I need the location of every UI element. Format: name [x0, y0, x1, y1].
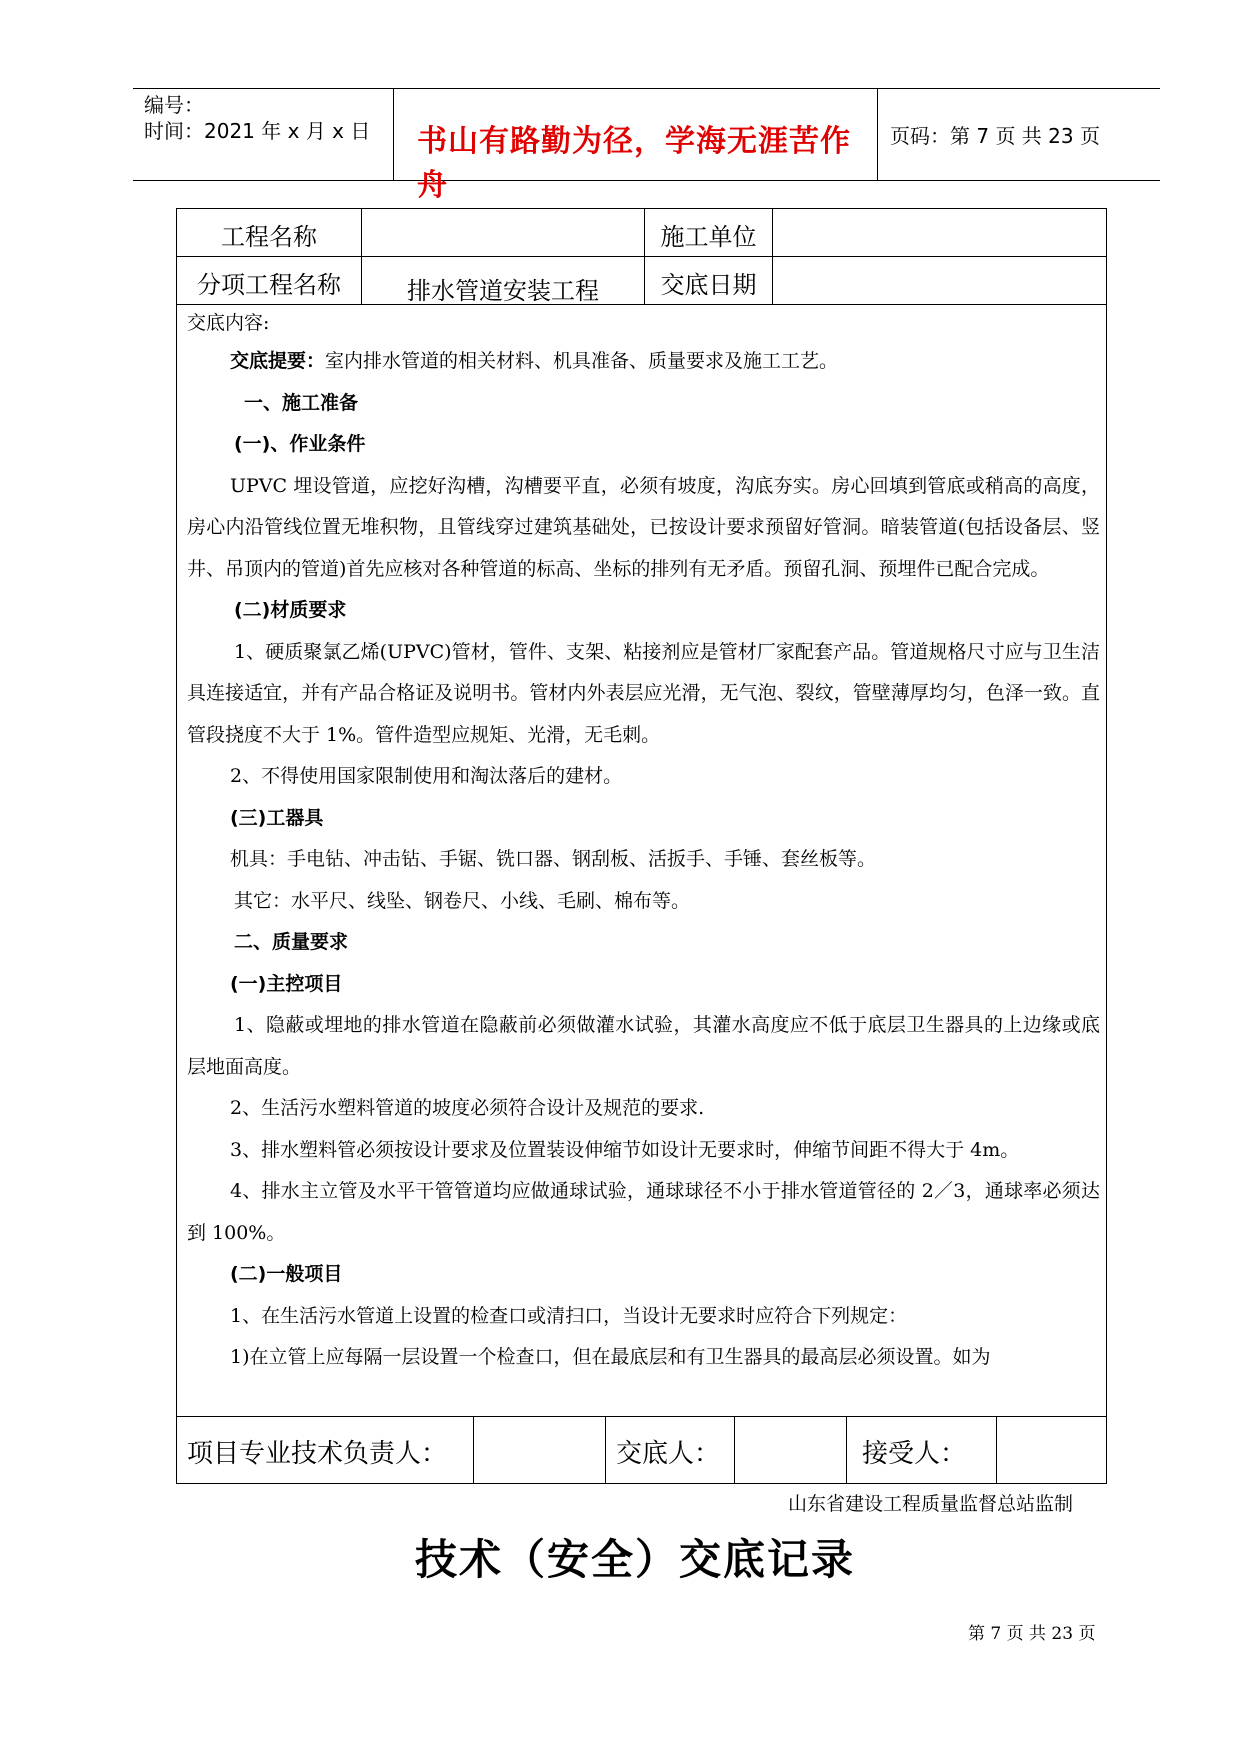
supervisor-note: 山东省建设工程质量监督总站监制	[788, 1493, 1074, 1515]
project-name-label: 工程名称	[221, 223, 317, 251]
info-row-divider	[176, 256, 1106, 257]
handover-date-label: 交底日期	[660, 271, 757, 299]
header-top-rule	[133, 88, 1160, 89]
paragraph-main-control-2: 2、生活污水塑料管道的坡度必须符合设计及规范的要求.	[230, 1097, 705, 1119]
paragraph-tools-other: 其它：水平尺、线坠、钢卷尺、小线、毛刷、棉布等。	[234, 889, 691, 912]
form-left-border	[176, 208, 177, 1483]
sig-divider-1	[473, 1416, 474, 1483]
paragraph-work-conditions: UPVC 埋设管道，应挖好沟槽，沟槽要平直，必须有坡度，沟底夯实。房心回填到管底或稍高的高度，房心内沿管线位置无堆积物，且管线穿过建筑基础处，已按设计要求预留好管洞。暗装管道(包括设备层、竖井、吊顶内的管道)首先应核对各种管道的标高、坐标的排列有无矛盾。预留孔洞、预埋件已配合完成。	[187, 474, 1100, 580]
sig-divider-5	[996, 1416, 997, 1483]
paragraph-main-control-3: 3、排水塑料管必须按设计要求及位置装设伸缩节如设计无要求时，伸缩节间距不得大于 4m。	[230, 1138, 1020, 1161]
header-motto: 书山有路勤为径，学海无涯苦作舟	[417, 124, 851, 203]
handover-content	[187, 308, 1100, 1379]
paragraph-main-control-4: 4、排水主立管及水平干管管道均应做通球试验，通球球径不小于排水管道管径的 2／3，通球率必须达到 100%。	[187, 1180, 1100, 1244]
subsection-work-conditions: (一)、作业条件	[234, 433, 366, 455]
paragraph-material-1: 1、硬质聚氯乙烯(UPVC)管材，管件、支架、粘接剂应是管材厂家配套产品。管道规格尺寸应与卫生洁具连接适宜，并有产品合格证及说明书。管材内外表层应光滑，无气泡、裂纹，管壁薄厚均匀，色泽一致。直管段挠度不大于 1%。管件造型应规矩、光滑，无毛刺。	[187, 640, 1100, 746]
subsection-material-requirements: (二)材质要求	[234, 599, 347, 621]
paragraph-material-2: 2、不得使用国家限制使用和淘汰落后的建材。	[230, 765, 623, 787]
section-heading-quality: 二、质量要求	[234, 931, 349, 953]
header-number-label: 编号：	[144, 93, 204, 117]
content-intro-label: 交底内容:	[187, 312, 270, 334]
sig-divider-4	[846, 1416, 847, 1483]
header-divider-left	[393, 88, 394, 181]
receiver-label: 接受人：	[862, 1439, 967, 1469]
sig-divider-3	[734, 1416, 735, 1483]
summary-text: 室内排水管道的相关材料、机具准备、质量要求及施工工艺。	[325, 350, 839, 372]
sub-project-label: 分项工程名称	[197, 271, 341, 299]
form-title: 技术（安全）交底记录	[415, 1535, 856, 1584]
info-col-divider-3	[772, 208, 773, 304]
header-page-info: 页码：第 7 页 共 23 页	[890, 124, 1100, 148]
header-time: 时间：2021 年 x 月 x 日	[144, 119, 371, 143]
page-footer: 第 7 页 共 23 页	[968, 1624, 1096, 1644]
subsection-general-items: (二)一般项目	[230, 1263, 343, 1285]
form-right-border	[1106, 208, 1107, 1483]
construction-unit-label: 施工单位	[660, 223, 757, 251]
form-top-border	[176, 208, 1106, 209]
paragraph-tools-machines: 机具：手电钻、冲击钻、手锯、铣口器、钢刮板、活扳手、手锤、套丝板等。	[230, 848, 877, 870]
signature-row-top	[176, 1416, 1106, 1417]
header-divider-right	[877, 88, 878, 181]
discloser-label: 交底人：	[616, 1439, 721, 1469]
summary-label: 交底提要：	[230, 350, 326, 372]
subsection-tools: (三)工器具	[230, 806, 324, 829]
section-heading-preparation: 一、施工准备	[244, 391, 359, 414]
paragraph-general-2: 1)在立管上应每隔一层设置一个检查口，但在最底层和有卫生器具的最高层必须设置。如为	[230, 1346, 991, 1368]
sig-divider-2	[605, 1416, 606, 1483]
tech-lead-label: 项目专业技术负责人：	[187, 1439, 448, 1469]
sub-project-value: 排水管道安装工程	[407, 277, 599, 305]
paragraph-general-1: 1、在生活污水管道上设置的检查口或清扫口，当设计无要求时应符合下列规定：	[230, 1304, 908, 1327]
paragraph-main-control-1: 1、隐蔽或埋地的排水管道在隐蔽前必须做灌水试验，其灌水高度应不低于底层卫生器具的上边缘或底层地面高度。	[187, 1014, 1100, 1078]
subsection-main-control: (一)主控项目	[230, 972, 343, 995]
form-bottom-border	[176, 1483, 1107, 1484]
